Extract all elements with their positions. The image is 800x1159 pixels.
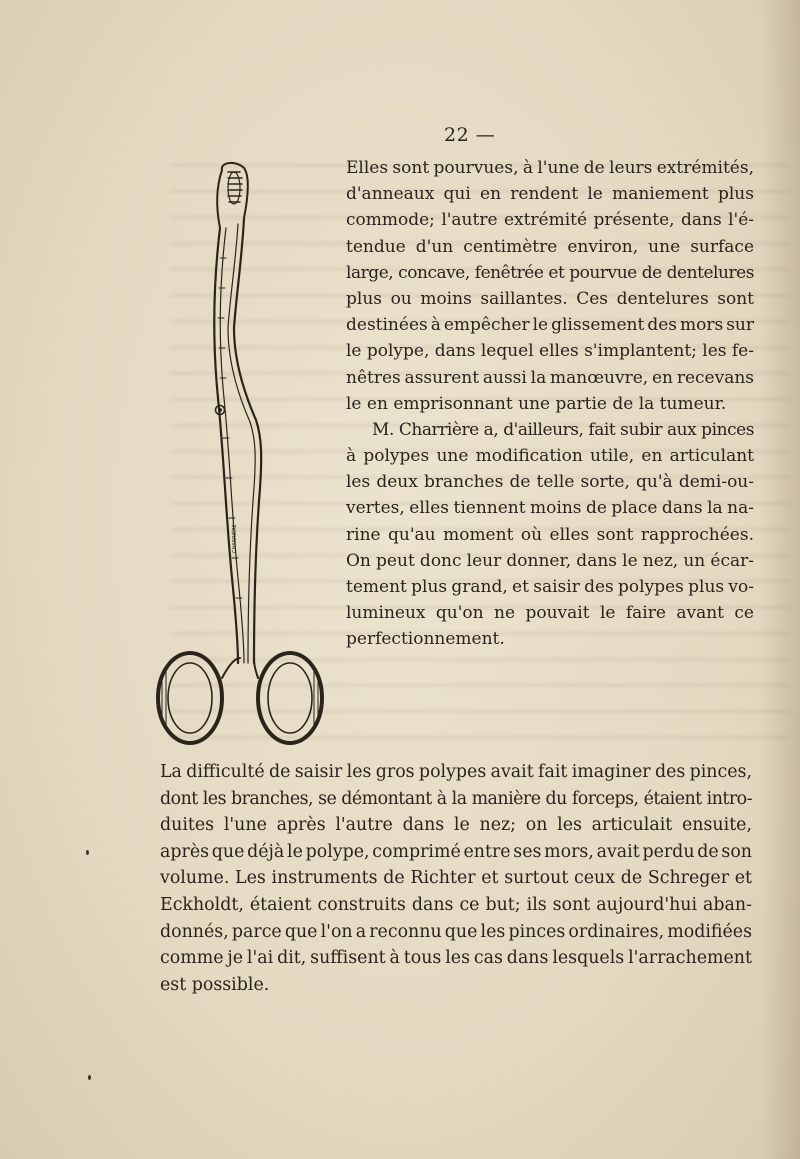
text-line: est possible. <box>160 974 270 995</box>
text-line: On peut donc leur donner, dans le nez, un écar- <box>346 550 754 571</box>
upper-text-column <box>346 155 754 653</box>
text-line: duites l'une après l'autre dans le nez; on les articulait ensuite, <box>160 815 752 836</box>
text-line: le polype, dans lequel elles s'implantent; les fe- <box>346 341 754 362</box>
text-line: M. Charrière a, d'ailleurs, fait subir aux pinces <box>372 419 754 440</box>
text-line: lumineux qu'on ne pouvait le faire avant ce <box>346 603 754 624</box>
text-line: après que déjà le polype, comprimé entre ses mors, avait perdu de son <box>160 841 752 862</box>
text-line: dont les branches, se démontant à la manière du forceps, étaient intro- <box>160 788 752 809</box>
text-line: destinées à empêcher le glissement des mors sur <box>346 315 754 336</box>
page-edge-shadow <box>760 0 800 1159</box>
text-line: Eckholdt, étaient construits dans ce but; ils sont aujourd'hui aban- <box>160 894 752 915</box>
polyp-forceps-illustration <box>150 158 340 758</box>
text-line: commode; l'autre extrémité présente, dans l'é- <box>346 210 754 231</box>
text-line: Elles sont pourvues, à l'une de leurs extrémités, <box>346 158 754 178</box>
text-line: volume. Les instruments de Richter et surtout ceux de Schreger et <box>160 868 752 889</box>
text-line: perfectionnement. <box>346 629 505 650</box>
text-line: à polypes une modification utile, en articulant <box>346 446 754 467</box>
text-line: tement plus grand, et saisir des polypes plus vo- <box>346 577 754 597</box>
text-line: tendue d'un centimètre environ, une surface <box>346 236 754 257</box>
text-line: d'anneaux qui en rendent le maniement plus <box>346 184 754 205</box>
text-line: large, concave, fenêtrée et pourvue de dentelures <box>346 262 754 283</box>
text-line: plus ou moins saillantes. Ces dentelures sont <box>346 288 754 309</box>
engraving-label: CHARRIÈRE <box>232 524 238 553</box>
text-line: donnés, parce que l'on a reconnu que les pinces ordinaires, modifiées <box>160 921 752 942</box>
page-number: 22 — <box>444 124 496 146</box>
paragraph <box>346 417 754 653</box>
text-line: La difficulté de saisir les gros polypes avait fait imaginer des pinces, <box>160 762 752 782</box>
ink-speck <box>88 1075 91 1080</box>
text-line: le en emprisonnant une partie de la tumeur. <box>346 393 727 414</box>
lower-paragraph <box>160 759 752 998</box>
text-line: rine qu'au moment où elles sont rapprochées. <box>346 524 754 545</box>
text-line: les deux branches de telle sorte, qu'à demi-ou- <box>346 472 754 493</box>
ink-speck <box>86 850 89 855</box>
text-line: vertes, elles tiennent moins de place dans la na- <box>346 498 754 519</box>
text-line: nêtres assurent aussi la manœuvre, en recevans <box>346 367 754 388</box>
paragraph <box>346 155 754 417</box>
text-line: comme je l'ai dit, suffisent à tous les cas dans lesquels l'arrachement <box>160 948 752 969</box>
